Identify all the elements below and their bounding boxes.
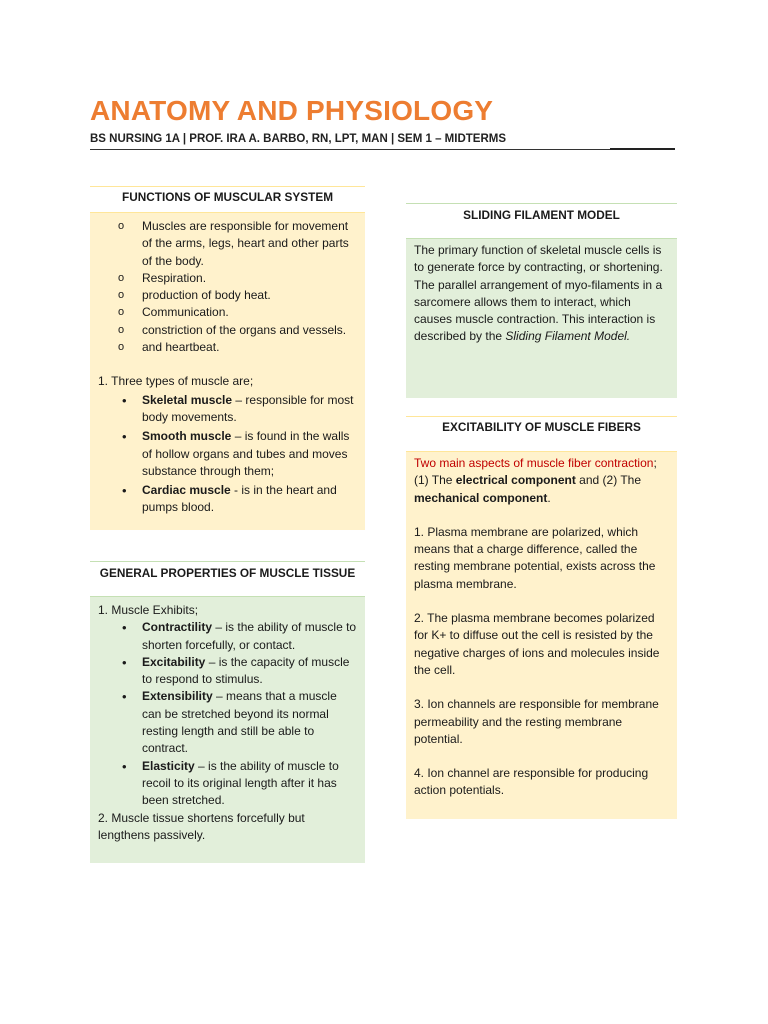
excitability-lead: Two main aspects of muscle fiber contraction; (1) The electrical component and (2) The mechanical component. xyxy=(414,456,657,505)
list-item: • Skeletal muscle – responsible for most body movements. xyxy=(122,392,354,424)
functions-heading xyxy=(90,186,365,213)
excitability-heading xyxy=(406,416,677,452)
properties-heading-text: GENERAL PROPERTIES OF MUSCLE TISSUE xyxy=(99,566,356,580)
excitability-box xyxy=(406,452,677,819)
bullet-icon: • xyxy=(122,689,127,705)
bullet-marker: o xyxy=(118,271,125,284)
sliding-heading-text: SLIDING FILAMENT MODEL xyxy=(463,208,620,222)
types-intro: 1. Three types of muscle are; xyxy=(98,374,254,389)
list-item: • Cardiac muscle - is in the heart and pumps blood. xyxy=(122,483,337,515)
properties-heading xyxy=(90,561,365,597)
page-subtitle: BS NURSING 1A | PROF. IRA A. BARBO, RN, LPT, MAN | SEM 1 – MIDTERMS xyxy=(90,133,506,145)
bullet-icon: • xyxy=(122,620,127,636)
list-item: • Smooth muscle – is found in the walls of hollow organs and tubes and moves substance through them; xyxy=(122,429,350,478)
sliding-term: Sliding Filament Model. xyxy=(505,329,631,344)
types-list xyxy=(98,392,358,517)
header-divider-accent xyxy=(610,148,675,150)
list-item: o Respiration. xyxy=(98,270,358,287)
bullet-marker: o xyxy=(118,289,125,302)
properties-list xyxy=(98,619,358,809)
list-item: • Elasticity – is the ability of muscle to recoil to its original length after it has been stretched. xyxy=(122,758,339,808)
list-item: o and heartbeat. xyxy=(98,339,358,356)
excitability-point: 1. Plasma membrane are polarized, which means that a charge difference, called the resting membrane potential, exists across the plasma membrane. xyxy=(414,524,656,591)
list-item: • Extensibility – means that a muscle can be stretched beyond its normal resting length and still be able to contract. xyxy=(122,689,337,756)
list-item: o Communication. xyxy=(98,304,358,321)
excitability-point: 3. Ion channels are responsible for membrane permeability and the resting membrane potential. xyxy=(414,697,659,746)
properties-closing: 2. Muscle tissue shortens forcefully but lengthens passively. xyxy=(98,810,305,842)
bullet-icon: • xyxy=(122,429,127,445)
list-item: • Contractility – is the ability of muscle to shorten forcefully, or contact. xyxy=(122,620,357,652)
sliding-box xyxy=(406,239,677,398)
properties-intro: 1. Muscle Exhibits; xyxy=(98,603,199,617)
sliding-heading xyxy=(406,203,677,239)
excitability-point: 4. Ion channel are responsible for producing action potentials. xyxy=(414,766,649,798)
page-title: ANATOMY AND PHYSIOLOGY xyxy=(90,95,494,126)
functions-box xyxy=(90,213,365,530)
sliding-text: The primary function of skeletal muscle cells is to generate force by contracting, or shortening. The parallel arrangement of myo-filaments in a sarcomere allows them to interact, which causes muscle contraction. This interaction is described by the Sliding Filament Model. xyxy=(414,243,663,344)
bullet-icon: • xyxy=(122,483,127,499)
bullet-marker: o xyxy=(118,220,125,232)
bullet-icon: • xyxy=(122,758,127,774)
properties-box xyxy=(90,597,365,863)
header-divider xyxy=(90,149,675,150)
list-item: o Muscles are responsible for movement of the arms, legs, heart and other parts of the body. xyxy=(118,219,349,268)
list-item: o constriction of the organs and vessels. xyxy=(98,322,358,339)
bullet-icon: • xyxy=(122,392,127,408)
excitability-heading-text: EXCITABILITY OF MUSCLE FIBERS xyxy=(442,420,641,434)
list-item: • Excitability – is the capacity of muscle to respond to stimulus. xyxy=(122,654,350,687)
bullet-marker: o xyxy=(118,323,125,336)
bullet-marker: o xyxy=(118,306,125,319)
bullet-marker: o xyxy=(118,341,125,354)
bullet-icon: • xyxy=(122,654,127,670)
excitability-point: 2. The plasma membrane becomes polarized for K+ to diffuse out the cell is resisted by the negative charges of ions and molecules inside the cell. xyxy=(414,611,660,677)
functions-heading-text: FUNCTIONS OF MUSCULAR SYSTEM xyxy=(121,190,334,204)
list-item: o production of body heat. xyxy=(98,287,358,304)
functions-list xyxy=(98,218,358,356)
